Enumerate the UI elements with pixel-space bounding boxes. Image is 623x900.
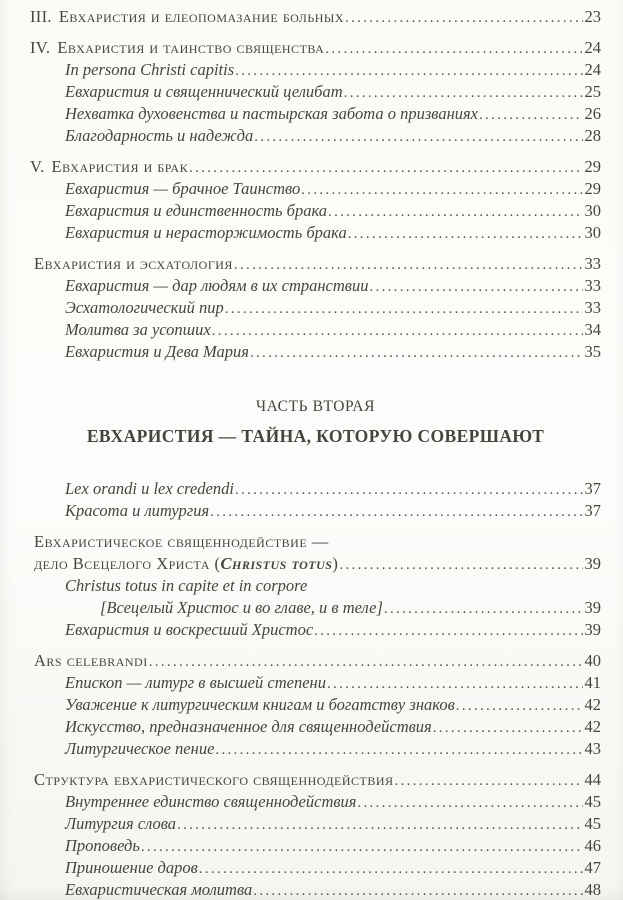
toc-entry-label: Lex orandi и lex credendi <box>65 479 234 498</box>
toc-page-number: 29 <box>584 179 601 198</box>
toc-dotted-leader <box>215 738 582 761</box>
toc-page-number: 29 <box>584 157 601 176</box>
toc-entry <box>30 619 601 641</box>
toc-dotted-leader <box>177 813 582 836</box>
toc-entry <box>30 253 601 275</box>
toc-dotted-leader <box>301 178 582 201</box>
toc-entry <box>30 879 601 900</box>
toc-entry <box>30 6 601 28</box>
toc-dotted-leader <box>357 791 582 814</box>
toc-entry <box>30 500 601 522</box>
toc-entry-label: Евхаристия и таинство священства <box>57 38 325 57</box>
toc-entry <box>30 597 601 619</box>
toc-entry <box>30 650 601 672</box>
toc-dotted-leader <box>479 103 583 126</box>
toc-entry-label: Евхаристия — дар людям в их странствии <box>65 276 369 295</box>
toc-page-number: 25 <box>584 82 601 101</box>
toc-page-number: 28 <box>584 126 601 145</box>
toc-page-number: 23 <box>584 7 601 26</box>
toc-entry-number: III. <box>30 7 52 26</box>
toc-entry-label: Проповедь <box>65 836 140 855</box>
toc-entry-label: Литургия слова <box>65 814 177 833</box>
toc-dotted-leader <box>314 619 582 642</box>
toc-dotted-leader <box>328 200 582 223</box>
toc-dotted-leader <box>189 156 582 179</box>
toc-page-number: 45 <box>584 814 601 833</box>
toc-entry <box>30 200 601 222</box>
toc-dotted-leader <box>327 672 583 695</box>
toc-page-number: 39 <box>584 598 601 617</box>
toc-entry-label: Молитва за усопших <box>65 320 211 339</box>
toc-dotted-leader <box>325 37 582 60</box>
toc-dotted-leader <box>344 81 583 104</box>
toc-entry-label: Евхаристия — брачное Таинство <box>65 179 301 198</box>
toc-page-number: 42 <box>584 695 601 714</box>
toc-entry-label: Евхаристическая молитва <box>65 880 253 899</box>
toc-entry-label: Евхаристия и единственность брака <box>65 201 328 220</box>
toc-dotted-leader <box>141 835 583 858</box>
toc-dotted-leader <box>234 253 583 276</box>
toc-page-number: 37 <box>584 479 601 498</box>
toc-entry-label: Евхаристия и брак <box>51 157 189 176</box>
toc-page-number: 34 <box>584 320 601 339</box>
toc-entry <box>30 553 601 575</box>
toc-dotted-leader <box>345 6 582 29</box>
toc-entry-label: Евхаристия и священнический целибат <box>65 82 343 101</box>
toc-page-number: 33 <box>584 254 601 273</box>
toc-page-number: 39 <box>584 554 601 573</box>
toc-dotted-leader <box>210 500 582 523</box>
toc-page-number: 37 <box>584 501 601 520</box>
toc-dotted-leader <box>433 716 583 739</box>
toc-entry-label: [Всецелый Христос и во главе, и в теле] <box>100 598 383 617</box>
toc-page-number: 35 <box>584 342 601 361</box>
toc-section-top <box>30 6 601 363</box>
toc-entry <box>30 103 601 125</box>
toc-entry-label: Christus totus in capite et in corpore <box>65 576 308 595</box>
toc-entry <box>30 738 601 760</box>
toc-entry-label: Евхаристия и Дева Мария <box>65 342 249 361</box>
toc-entry <box>30 125 601 147</box>
toc-entry-label: Искусство, предназначенное для священнодействия <box>65 717 432 736</box>
toc-section-bottom <box>30 478 601 900</box>
toc-page-number: 30 <box>584 223 601 242</box>
toc-entry <box>30 341 601 363</box>
toc-entry <box>30 813 601 835</box>
toc-dotted-leader <box>149 650 583 673</box>
toc-entry <box>30 81 601 103</box>
toc-page-number: 46 <box>584 836 601 855</box>
part-heading-label: ЧАСТЬ ВТОРАЯ <box>255 398 376 415</box>
toc-entry <box>30 178 601 200</box>
toc-entry <box>30 694 601 716</box>
toc-page-number: 24 <box>584 60 601 79</box>
toc-dotted-leader <box>253 879 582 900</box>
toc-entry-label: Внутреннее единство священнодействия <box>65 792 357 811</box>
toc-page-number: 41 <box>584 673 601 692</box>
toc-entry <box>30 835 601 857</box>
toc-entry-label: Евхаристия и воскресший Христос <box>65 620 314 639</box>
toc-dotted-leader <box>235 478 583 501</box>
toc-entry-label: Евхаристия и елеопомазание больных <box>58 7 345 26</box>
toc-entry-label: In persona Christi capitis <box>65 60 235 79</box>
toc-dotted-leader <box>225 297 583 320</box>
toc-entry <box>30 791 601 813</box>
toc-entry <box>30 37 601 59</box>
toc-entry-label: Уважение к литургическим книгам и богатству знаков <box>65 695 455 714</box>
toc-entry-label: Нехватка духовенства и пастырская забота о призваниях <box>65 104 478 123</box>
toc-entry-label: Структура евхаристического священнодействия <box>34 770 394 789</box>
toc-page-number: 26 <box>584 104 601 123</box>
toc-entry-number: IV. <box>30 38 51 57</box>
toc-page-number: 43 <box>584 739 601 758</box>
toc-page-number: 33 <box>584 276 601 295</box>
toc-page-number: 24 <box>584 38 601 57</box>
toc-entry <box>30 769 601 791</box>
toc-page-number: 30 <box>584 201 601 220</box>
toc-entry <box>30 575 601 597</box>
toc-entry-label: Епископ — литург в высшей степени <box>65 673 326 692</box>
toc-page-number: 45 <box>584 792 601 811</box>
toc-dotted-leader <box>199 857 583 880</box>
toc-entry-label <box>34 553 338 575</box>
toc-entry-label: Евхаристия и эсхатология <box>34 254 233 273</box>
toc-entry <box>30 672 601 694</box>
toc-entry-label-part: Christus totus <box>220 554 333 573</box>
toc-page-number: 48 <box>584 880 601 899</box>
toc-entry-label: Евхаристическое священнодействие — <box>34 532 329 551</box>
toc-entry-label-part: дело Всецелого Христа ( <box>34 554 221 573</box>
toc-page-number: 42 <box>584 717 601 736</box>
toc-entry <box>30 716 601 738</box>
toc-dotted-leader <box>250 341 583 364</box>
toc-entry <box>30 478 601 500</box>
toc-entry-label: Приношение даров <box>65 858 198 877</box>
toc-entry-label: Красота и литургия <box>65 501 210 520</box>
toc-dotted-leader <box>369 275 582 298</box>
toc-entry <box>30 59 601 81</box>
toc-dotted-leader <box>254 125 582 148</box>
toc-page-number: 47 <box>584 858 601 877</box>
toc-page-number: 39 <box>584 620 601 639</box>
toc-page-number: 44 <box>584 770 601 789</box>
toc-dotted-leader <box>339 553 582 576</box>
toc-entry-label: Литургическое пение <box>65 739 215 758</box>
toc-entry-label: Благодарность и надежда <box>65 126 254 145</box>
toc-page-number: 40 <box>584 651 601 670</box>
toc-entry-label: Ars celebrandi <box>34 651 148 670</box>
toc-dotted-leader <box>212 319 583 342</box>
part-heading-title: ЕВХАРИСТИЯ — ТАЙНА, КОТОРУЮ СОВЕРШАЮТ <box>86 426 545 446</box>
toc-entry <box>30 531 601 553</box>
toc-dotted-leader <box>384 597 583 620</box>
toc-entry <box>30 275 601 297</box>
toc-entry-label: Евхаристия и нерасторжимость брака <box>65 223 347 242</box>
toc-entry <box>30 319 601 341</box>
toc-dotted-leader <box>395 769 583 792</box>
toc-entry-label-part: ) <box>332 554 339 573</box>
toc-entry-label: Эсхатологический пир <box>65 298 224 317</box>
toc-dotted-leader <box>456 694 583 717</box>
toc-entry-number: V. <box>30 157 45 176</box>
toc-dotted-leader <box>235 59 582 82</box>
toc-entry <box>30 156 601 178</box>
toc-entry <box>30 297 601 319</box>
toc-entry <box>30 857 601 879</box>
part-heading <box>30 397 601 448</box>
toc-entry <box>30 222 601 244</box>
toc-dotted-leader <box>348 222 583 245</box>
toc-page-number: 33 <box>584 298 601 317</box>
